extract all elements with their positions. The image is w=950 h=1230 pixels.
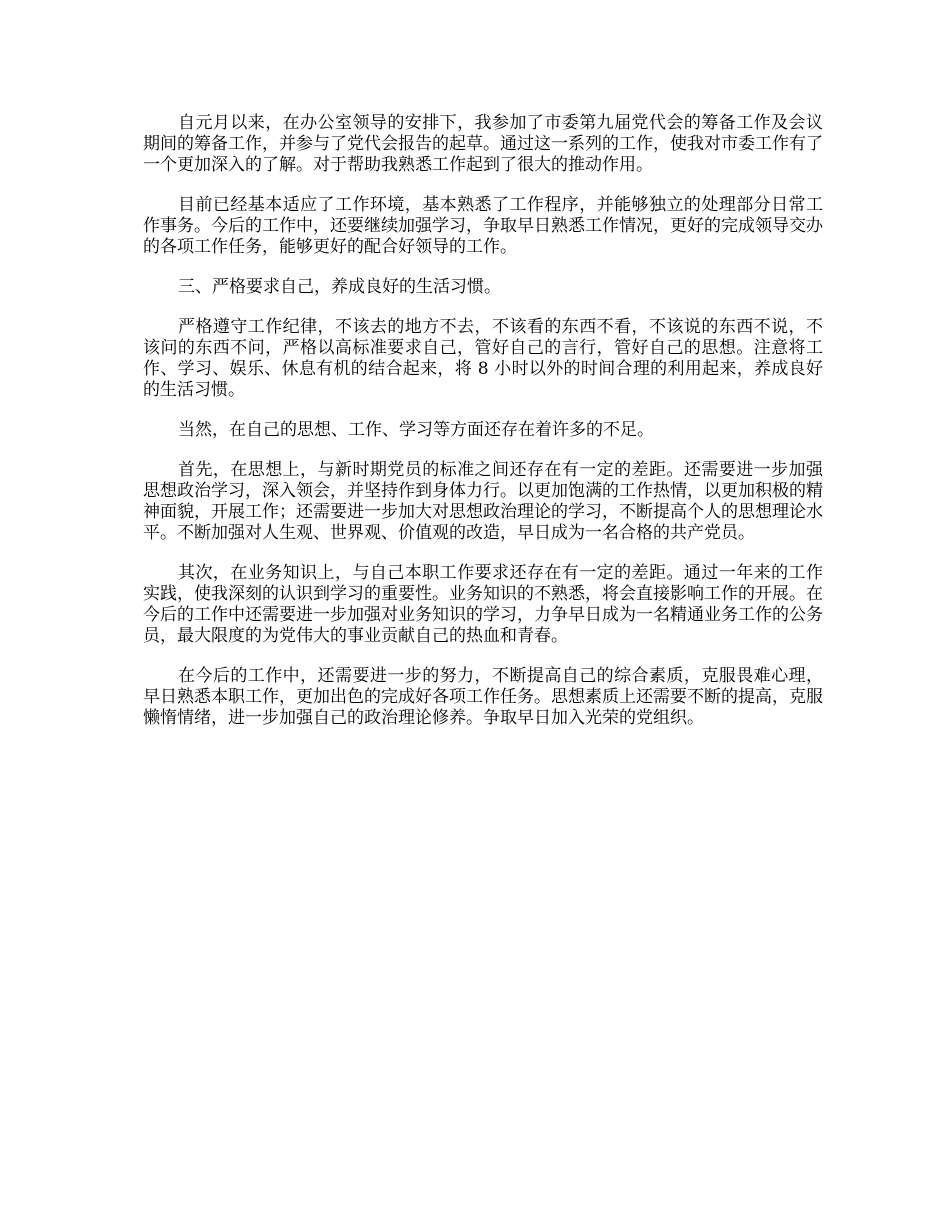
paragraph-5: 当然，在自己的思想、工作、学习等方面还存在着许多的不足。: [178, 420, 654, 440]
paragraph-7: 其次，在业务知识上，与自己本职工作要求还存在有一定的差距。通过一年来的工作实践，使我深刻的认识到学习的重要性。业务知识的不熟悉，将会直接影响工作的开展。在今后的工作中还需要进一步加强对业务知识的学习，力争早日成为一名精通业务工作的公务员，最大限度的为党伟大的事业贡献自己的热血和青春。: [143, 563, 823, 646]
document-body: [143, 113, 823, 748]
paragraph-6: 首先，在思想上，与新时期党员的标准之间还存在有一定的差距。还需要进一步加强思想政治学习，深入领会，并坚持作到身体力行。以更加饱满的工作热情，以更加积极的精神面貌，开展工作；还需要进一步加大对思想政治理论的学习，不断提高个人的思想理论水平。不断加强对人生观、世界观、价值观的改造，早日成为一名合格的共产党员。: [143, 460, 823, 543]
paragraph-2: 目前已经基本适应了工作环境，基本熟悉了工作程序，并能够独立的处理部分日常工作事务。今后的工作中，还要继续加强学习，争取早日熟悉工作情况，更好的完成领导交办的各项工作任务，能够更好的配合好领导的工作。: [143, 195, 823, 257]
paragraph-4: 严格遵守工作纪律，不该去的地方不去，不该看的东西不看，不该说的东西不说，不该问的东西不问，严格以高标准要求自己，管好自己的言行，管好自己的思想。注意将工作、学习、娱乐、休息有机的结合起来，将 8 小时以外的时间合理的利用起来，养成良好的生活习惯。: [143, 317, 823, 400]
paragraph-1: 自元月以来，在办公室领导的安排下，我参加了市委第九届党代会的筹备工作及会议期间的筹备工作，并参与了党代会报告的起草。通过这一系列的工作，使我对市委工作有了一个更加深入的了解。对于帮助我熟悉工作起到了很大的推动作用。: [143, 113, 823, 175]
section-heading-3: 三、严格要求自己，养成良好的生活习惯。: [178, 277, 501, 297]
paragraph-8: 在今后的工作中，还需要进一步的努力，不断提高自己的综合素质，克服畏难心理，早日熟悉本职工作，更加出色的完成好各项工作任务。思想素质上还需要不断的提高，克服懒惰情绪，进一步加强自己的政治理论修养。争取早日加入光荣的党组织。: [143, 666, 823, 728]
